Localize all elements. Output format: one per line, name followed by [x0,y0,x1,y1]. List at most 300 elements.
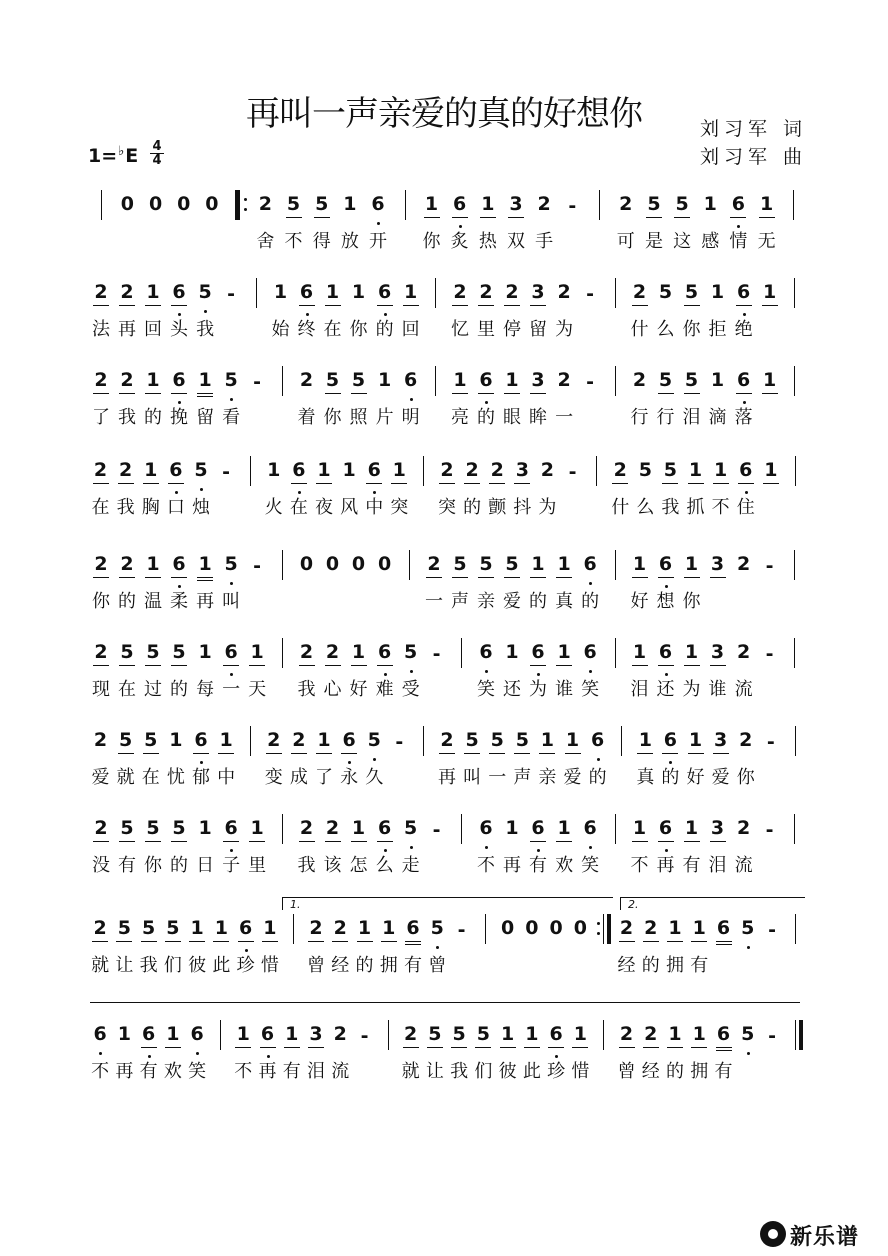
note: 5 [117,917,131,939]
notes-line [0,910,888,946]
note: 6 [194,729,208,751]
lyric-char: 情 [729,231,748,252]
lyric-char: 的 [477,407,496,428]
note: 1 [317,729,331,751]
lyric-char: 此 [212,955,231,976]
barline [615,278,616,308]
note: 2 [325,641,340,663]
lyrics-line [0,767,888,791]
underline [662,483,678,484]
underline [143,753,159,754]
lyric-char: 就 [401,1061,420,1082]
lyric-char: 再 [503,855,522,876]
note: 2 [120,281,134,303]
note: 1 [236,1023,250,1045]
lyric-char: 手 [535,231,554,252]
barline [435,278,436,308]
note: 2 [736,817,751,839]
note: 3 [710,641,725,663]
lyric-char: 火 [264,497,283,518]
underline [119,305,135,306]
lyric-char: 中 [217,767,236,788]
note: 1 [377,369,392,391]
lyric-char: 笑 [477,679,496,700]
underline [93,483,109,484]
underline [93,841,109,842]
underline [316,753,332,754]
barline-thick [235,190,239,220]
lyric-char: 的 [529,591,548,612]
underline [168,483,184,484]
lyric-char: 什 [630,319,649,340]
lyric-char: 想 [656,591,675,612]
lyric-char: 你 [323,407,342,428]
extension-dash: - [432,819,441,841]
lyric-char: 不 [234,1061,253,1082]
underline [530,665,546,666]
note: 6 [377,281,392,303]
underline [572,1047,588,1048]
note: 1 [317,459,331,481]
lyric-char: 的 [144,407,163,428]
key-prefix: 1= [88,145,118,167]
underline [291,483,307,484]
underline [736,305,752,306]
note: 1 [424,193,439,215]
underline [716,941,732,942]
note: 6 [142,1023,156,1045]
barline [794,638,795,668]
underline [508,217,524,218]
note: 2 [644,917,658,939]
lyric-char: 滴 [708,407,727,428]
note: 3 [515,459,529,481]
note: 5 [741,1023,755,1045]
lyric-char: 天 [248,679,267,700]
lyric-char: 珍 [236,955,255,976]
lyric-char: 我 [116,497,135,518]
lyric-char: 变 [264,767,283,788]
composer-credit: 刘习军 曲 [700,146,808,168]
lyric-char: 你 [682,591,701,612]
underline [684,305,700,306]
note: 2 [613,459,627,481]
lyric-char: 心 [323,679,342,700]
notes-line [0,722,888,758]
barline [794,278,795,308]
lyric-char: 好 [349,679,368,700]
note: 1 [342,459,356,481]
underline [464,483,480,484]
underline [405,941,421,942]
note: 6 [549,1023,563,1045]
barline [405,190,406,220]
lyric-char: 拒 [708,319,727,340]
note: 2 [619,917,634,939]
note: 5 [315,193,329,215]
barline [282,638,283,668]
lyric-char: 眼 [503,407,522,428]
lyrics-line [0,591,888,615]
underline [710,841,726,842]
barline [250,726,251,756]
lyric-char: 受 [401,679,420,700]
system-3 [0,362,888,442]
note: 3 [309,1023,323,1045]
lyric-char: 法 [92,319,110,340]
note: 1 [557,553,571,575]
note: 5 [452,1023,466,1045]
underline [565,753,581,754]
note: 5 [166,917,180,939]
note: 6 [479,369,493,391]
underline [299,665,315,666]
barline [603,1020,604,1050]
note: 5 [120,641,134,663]
lyric-char: 不 [284,231,303,252]
note: 6 [172,281,186,303]
underline [341,753,357,754]
logo-text: 新乐谱 [790,1225,860,1250]
key-signature [88,144,138,167]
note: 1 [505,817,519,839]
lyric-char: 成 [289,767,308,788]
underline [325,841,341,842]
underline [667,1047,683,1048]
note: 1 [632,817,647,839]
note: 0 [351,553,366,575]
note: 1 [403,281,418,303]
lyric-char: 为 [529,679,548,700]
lyric-char: 难 [375,679,394,700]
underline [145,577,161,578]
note: 2 [120,369,134,391]
underline [119,841,135,842]
lyric-char: 再 [196,591,215,612]
lyric-char: 我 [139,955,158,976]
barline [435,366,436,396]
note: 1 [146,281,160,303]
barline [795,1020,796,1050]
note: 6 [377,641,392,663]
lyric-char: 绝 [734,319,753,340]
repeat-dot [597,922,600,925]
extension-dash: - [586,283,595,305]
extension-dash: - [765,819,774,841]
underline [403,305,419,306]
lyric-char: 走 [401,855,420,876]
note: 2 [739,729,753,751]
extension-dash: - [586,371,595,393]
note: 2 [479,281,493,303]
note: 2 [465,459,479,481]
lyric-char: 流 [734,855,753,876]
lyric-char: 叫 [222,591,241,612]
lyric-char: 声 [513,767,532,788]
note: 5 [146,817,160,839]
note: 6 [292,459,306,481]
note: 1 [166,1023,180,1045]
barline [423,726,424,756]
note: 5 [430,917,444,939]
underline [619,941,635,942]
lyric-char: 抖 [513,497,532,518]
underline [556,841,572,842]
lyric-char: 留 [529,319,548,340]
underline [332,941,348,942]
note: 2 [94,281,108,303]
lyric-char: 开 [369,231,388,252]
note: 3 [714,729,728,751]
lyric-char: 你 [349,319,368,340]
note: 1 [351,281,366,303]
lyric-char: 我 [661,497,680,518]
underline [93,665,109,666]
lyric-char: 为 [538,497,557,518]
barline [461,638,462,668]
note: 5 [403,641,418,663]
underline [171,841,187,842]
note: 2 [299,641,314,663]
note: 5 [684,369,699,391]
note: 2 [267,729,281,751]
note: 1 [481,193,495,215]
barline [794,814,795,844]
underline [504,577,520,578]
note: 1 [714,459,728,481]
underline [351,393,367,394]
note: 1 [250,817,264,839]
underline [530,577,546,578]
lyric-char: 该 [323,855,342,876]
note: 2 [537,193,551,215]
underline [738,483,754,484]
note: 6 [731,193,746,215]
underline [405,944,421,945]
note: 2 [93,729,108,751]
extension-dash: - [222,461,230,483]
note: 6 [260,1023,275,1045]
note: 5 [647,193,661,215]
underline [197,577,213,578]
lyric-char: 不 [630,855,649,876]
lyric-char: 我 [297,679,316,700]
note: 2 [632,281,647,303]
underline [171,665,187,666]
note: 0 [148,193,163,215]
notes-line [0,452,888,488]
underline [716,1047,732,1048]
underline [612,483,628,484]
note: 6 [591,729,605,751]
lyric-char: 拥 [379,955,398,976]
note: 6 [531,641,545,663]
note: 6 [93,1023,107,1045]
underline [141,1047,157,1048]
lyric-char: 永 [340,767,359,788]
lyric-char: 流 [331,1061,350,1082]
note: 1 [684,641,699,663]
lyric-char: 里 [477,319,496,340]
note: 5 [224,369,238,391]
barline [409,550,410,580]
note: 1 [565,729,580,751]
underline [116,941,132,942]
note: 1 [688,729,703,751]
underline [119,665,135,666]
lyrics-line [0,497,888,521]
note: 6 [479,641,493,663]
lyrics-line [0,407,888,431]
lyric-char: 没 [92,855,110,876]
barline-thick [799,1020,803,1050]
lyrics-line [0,679,888,703]
note: 6 [377,817,392,839]
lyric-char: 爱 [563,767,582,788]
lyric-char: 为 [555,319,574,340]
note: 6 [583,641,597,663]
note: 0 [177,193,191,215]
note: 6 [224,817,238,839]
note: 5 [515,729,529,751]
note: 5 [172,817,186,839]
note: 2 [94,369,108,391]
underline [548,1047,564,1048]
lyrics-line [0,955,888,979]
lyric-char: 一 [488,767,507,788]
note: 1 [557,817,571,839]
note: 5 [144,729,158,751]
note: 1 [357,917,372,939]
note: 1 [632,641,647,663]
note: 6 [716,1023,731,1045]
repeat-dot [597,932,600,935]
underline [684,665,700,666]
underline [762,305,778,306]
note: 5 [465,729,479,751]
lyric-char: 不 [711,497,730,518]
underline [366,483,382,484]
underline [403,1047,419,1048]
underline [119,393,135,394]
extension-dash: - [765,555,774,577]
underline [504,305,520,306]
note: 1 [351,641,366,663]
underline [145,841,161,842]
note: 1 [144,459,158,481]
song-title: 再叫一声亲爱的真的好想你 [246,94,642,134]
lyric-char: 照 [349,407,368,428]
underline [391,483,407,484]
notes-line [0,546,888,582]
notes-line [0,810,888,846]
underline [658,393,674,394]
note: 1 [710,369,725,391]
lyric-char: 是 [644,231,663,252]
note: 1 [273,281,288,303]
note: 6 [479,817,493,839]
underline [658,577,674,578]
note: 1 [684,817,699,839]
barline [615,814,616,844]
note: 0 [205,193,219,215]
note: 5 [403,817,418,839]
system-6 [0,634,888,714]
note: 2 [94,553,108,575]
underline [238,941,254,942]
note: 5 [505,553,519,575]
lyric-char: 此 [522,1061,541,1082]
extension-dash: - [253,555,262,577]
meter-top: 4 [150,140,164,154]
barline [250,456,251,486]
flat-sign: ♭ [118,144,125,159]
barline [615,638,616,668]
barline [101,190,102,220]
barline [485,914,486,944]
lyric-char: 谁 [708,679,727,700]
lyric-char: 眸 [529,407,548,428]
lyric-char: 郁 [191,767,210,788]
note: 3 [531,281,545,303]
lyric-char: 笑 [581,855,600,876]
note: 6 [658,553,673,575]
lyrics-line [0,855,888,879]
lyric-char: 再 [656,855,675,876]
lyric-char: 的 [170,679,189,700]
lyric-char: 么 [636,497,655,518]
note: 1 [762,281,777,303]
note: 5 [638,459,652,481]
note: 2 [403,1023,418,1045]
note: 5 [286,193,301,215]
underline [710,665,726,666]
lyric-char: 我 [196,319,215,340]
lyric-char: 头 [170,319,189,340]
underline [118,483,134,484]
extension-dash: - [227,283,236,305]
underline [193,753,209,754]
note: 2 [490,459,504,481]
barline [794,550,795,580]
lyric-char: 了 [314,767,333,788]
underline [377,305,393,306]
lyric-char: 真 [636,767,655,788]
extension-dash: - [568,461,577,483]
underline [93,577,109,578]
underline [93,393,109,394]
lyric-char: 为 [682,679,701,700]
lyric-char: 在 [118,679,137,700]
notes-line [0,1016,888,1052]
lyric-char: 就 [116,767,135,788]
underline [197,396,213,397]
note: 6 [406,917,420,939]
note: 5 [198,281,212,303]
extension-dash: - [768,1025,776,1047]
lyric-char: 谁 [555,679,574,700]
lyric-char: 着 [297,407,316,428]
underline [530,841,546,842]
barline [461,814,462,844]
note: 2 [299,817,314,839]
lyric-char: 笑 [188,1061,207,1082]
lyric-char: 现 [92,679,110,700]
underline [145,665,161,666]
underline [381,941,397,942]
lyric-char: 爱 [711,767,730,788]
underline [489,753,505,754]
